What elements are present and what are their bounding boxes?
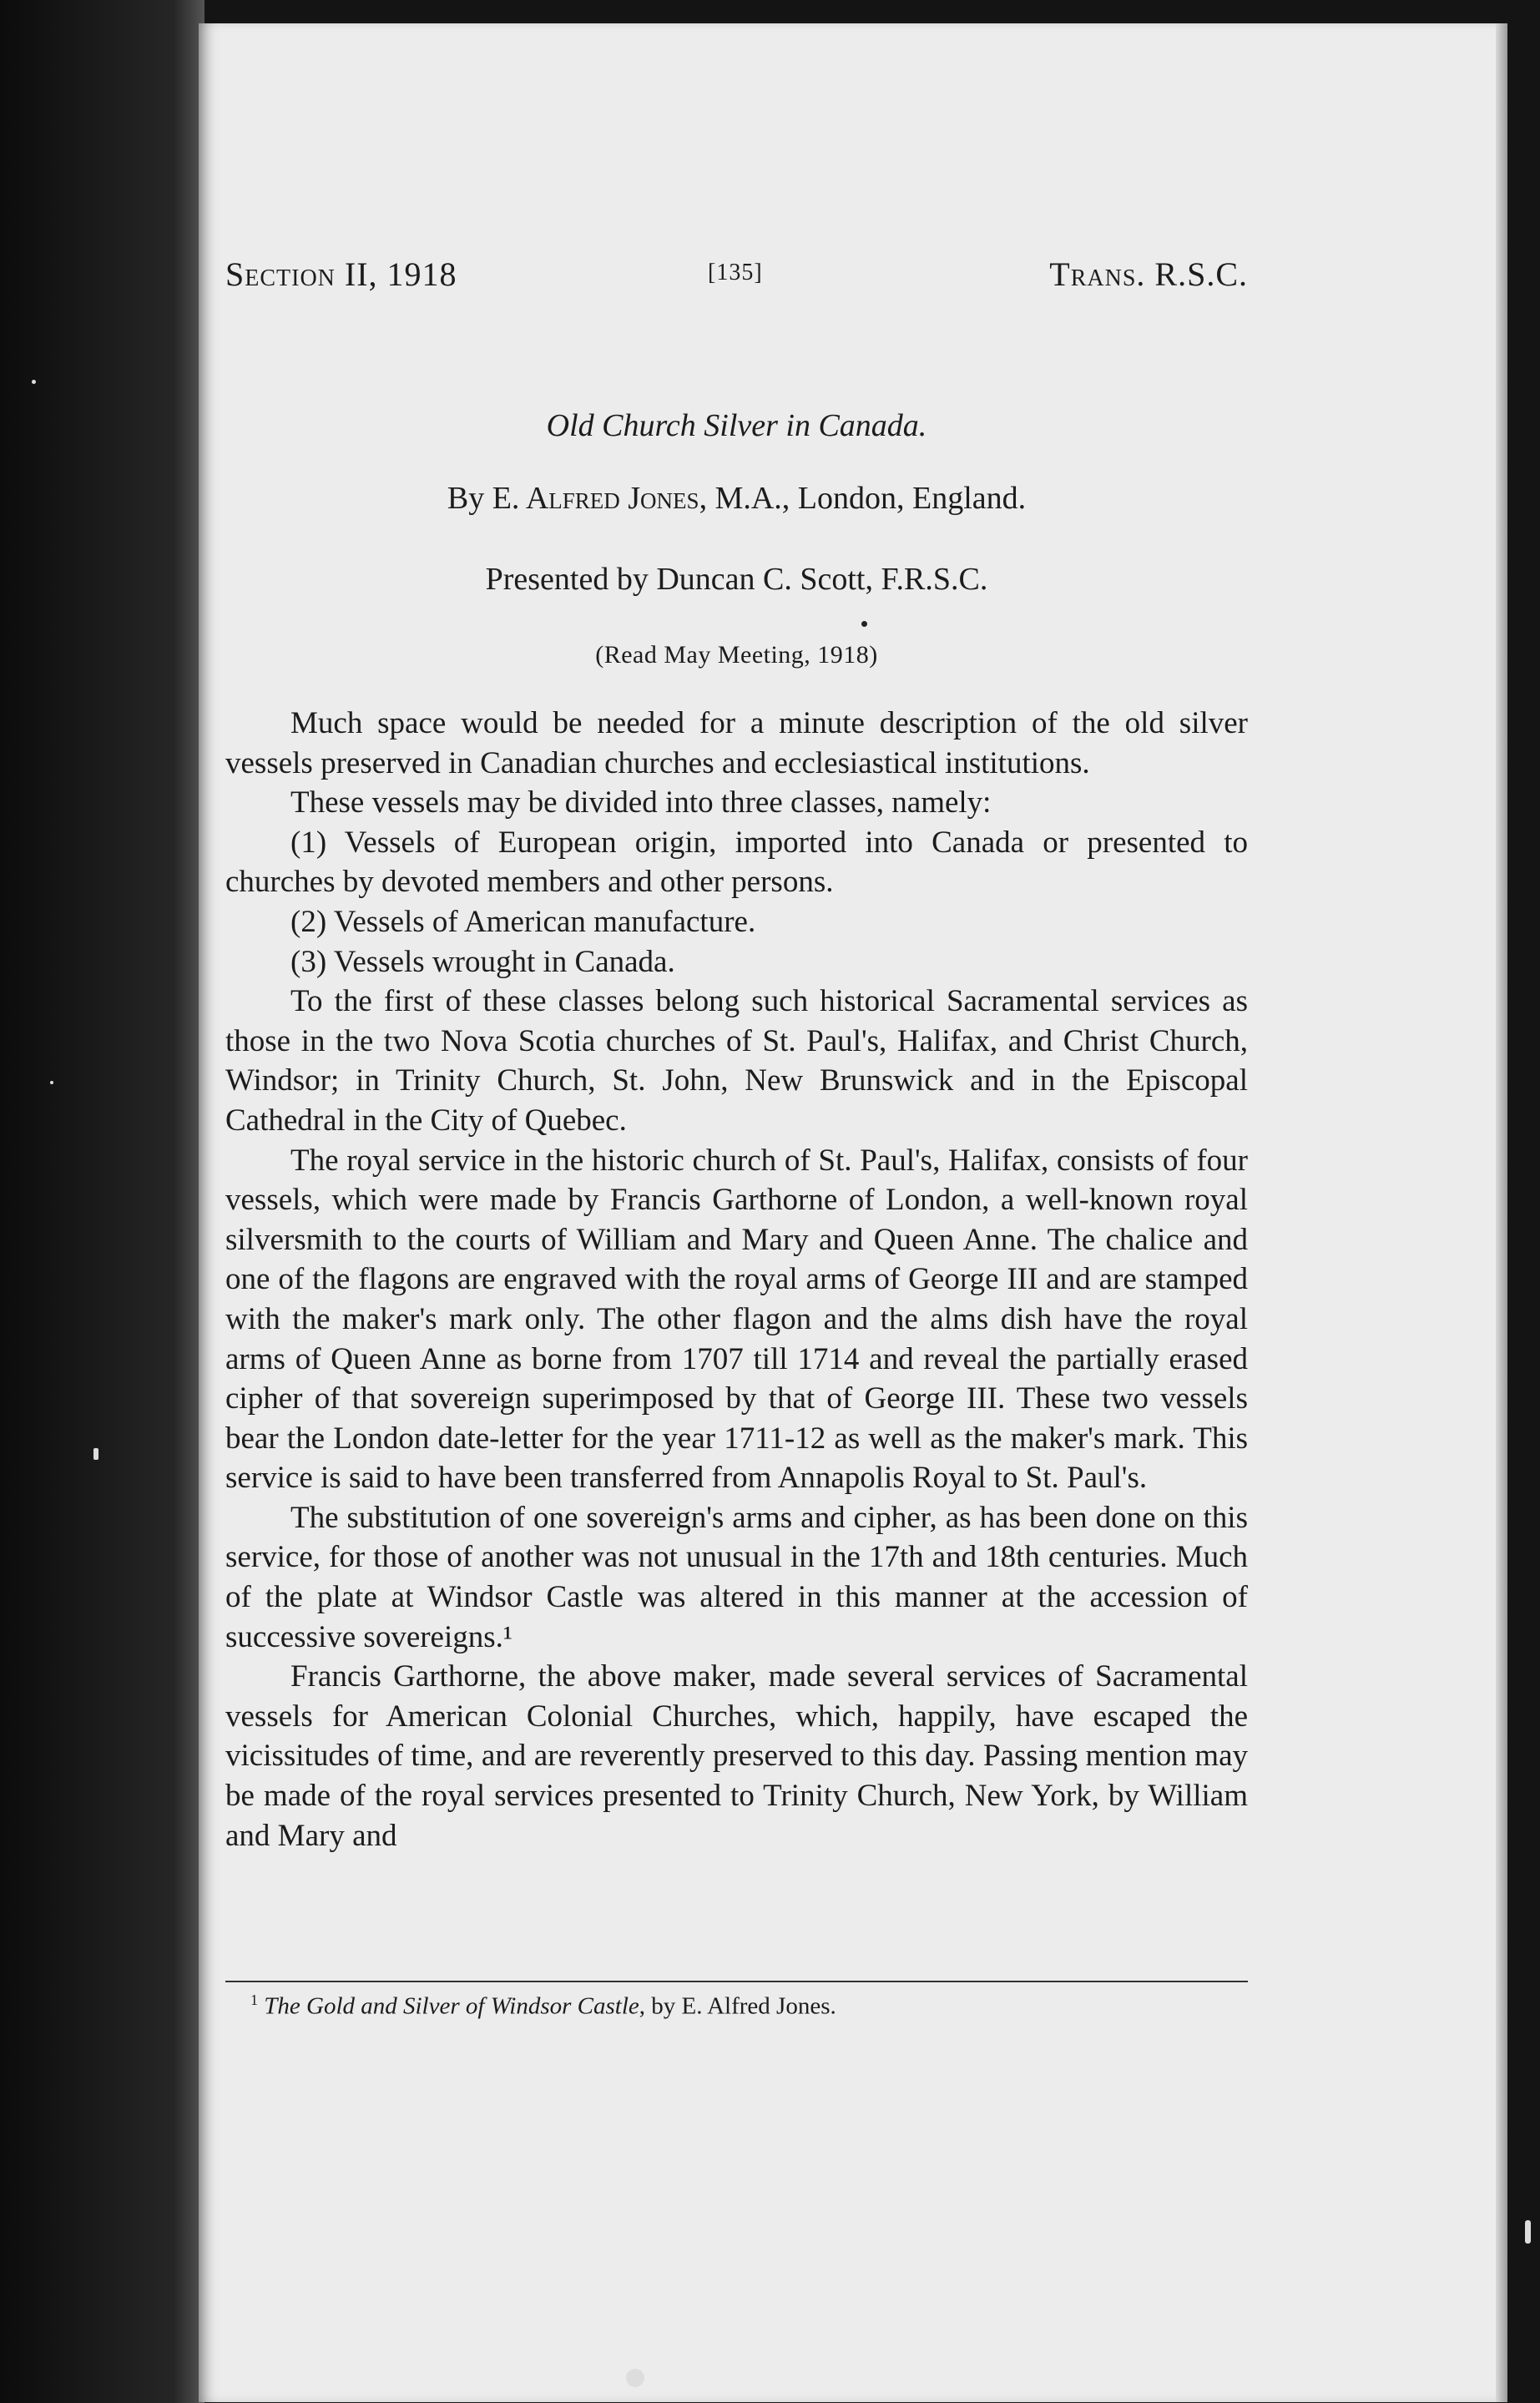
article-body [225,704,1248,1855]
scan-speck [50,1081,53,1084]
paragraph: The substitution of one sovereign's arms and cipher, as has been done on this service, for those of another was not unusual in the 17th and 18th centuries. Much of the plate at Windsor Castle was altered in this manner at the accession of successive sovereigns.¹ [225,1500,1248,1654]
presented-by: Presented by Duncan C. Scott, F.R.S.C. [485,562,988,597]
paragraph: To the first of these classes belong such historical Sacramental services as those in the two Nova Scotia churches of St. Paul's, Halifax, and Christ Church, Windsor; in Trinity Church, St. John, New Brunswick and in the Episcopal Cathedral in the City of Quebec. [225,984,1248,1138]
scan-speck [32,380,36,384]
read-note: (Read May Meeting, 1918) [595,641,878,669]
byline-prefix: By [447,481,485,516]
author-name: E. Alfred Jones [492,481,699,516]
page-edge [1496,23,1507,2402]
paragraph: The royal service in the historic church of St. Paul's, Halifax, consists of four vessels, which were made by Francis Garthorne of London, a well-known royal silversmith to the courts of William and Mary and Queen Anne. The chalice and one of the flagons are engraved with the royal arms of George III and are stamped with the maker's mark only. The other flagon and the alms dish have the royal arms of Queen Anne as borne from 1707 till 1714 and reveal the partially erased cipher of that sovereign superimposed by that of George III. These two vessels bear the London date-letter for the year 1711-12 as well as the maker's mark. This service is said to have been transferred from Annapolis Royal to St. Paul's. [225,1143,1248,1496]
footnote-marker: 1 [250,1992,258,2008]
paragraph: (3) Vessels wrought in Canada. [290,944,675,979]
page-number: [135] [708,260,763,285]
scan-speck [1525,2220,1531,2244]
paragraph: (1) Vessels of European origin, imported into Canada or presented to churches by devoted members and other persons. [225,825,1248,900]
running-header [225,255,1248,305]
paragraph: (2) Vessels of American manufacture. [290,904,756,939]
author-affiliation: , M.A., London, England. [699,481,1027,516]
footnote [250,1992,1244,2021]
journal-label: Trans. R.S.C. [1049,255,1248,293]
footnote-text: , by E. Alfred Jones. [639,1992,836,2020]
paragraph: These vessels may be divided into three classes, namely: [290,785,992,820]
paragraph: Much space would be needed for a minute description of the old silver vessels preserved in Canadian churches and ecclesiastical institutions. [225,706,1248,780]
footnote-divider [225,1981,1248,1982]
scan-speck [626,2369,644,2387]
footnote-title: The Gold and Silver of Windsor Castle [264,1992,639,2020]
article-title: Old Church Silver in Canada. [546,408,927,443]
print-dot [861,621,867,627]
section-label: Section II, 1918 [225,255,457,293]
byline [225,480,1248,517]
scan-left-margin [0,0,204,2403]
scan-speck [93,1448,98,1460]
paragraph: Francis Garthorne, the above maker, made several services of Sacramental vessels for American Colonial Churches, which, happily, have escaped the vicissitudes of time, and are reverently preserved to this day. Passing mention may be made of the royal services presented to Trinity Church, New York, by William and Mary and [225,1659,1248,1853]
